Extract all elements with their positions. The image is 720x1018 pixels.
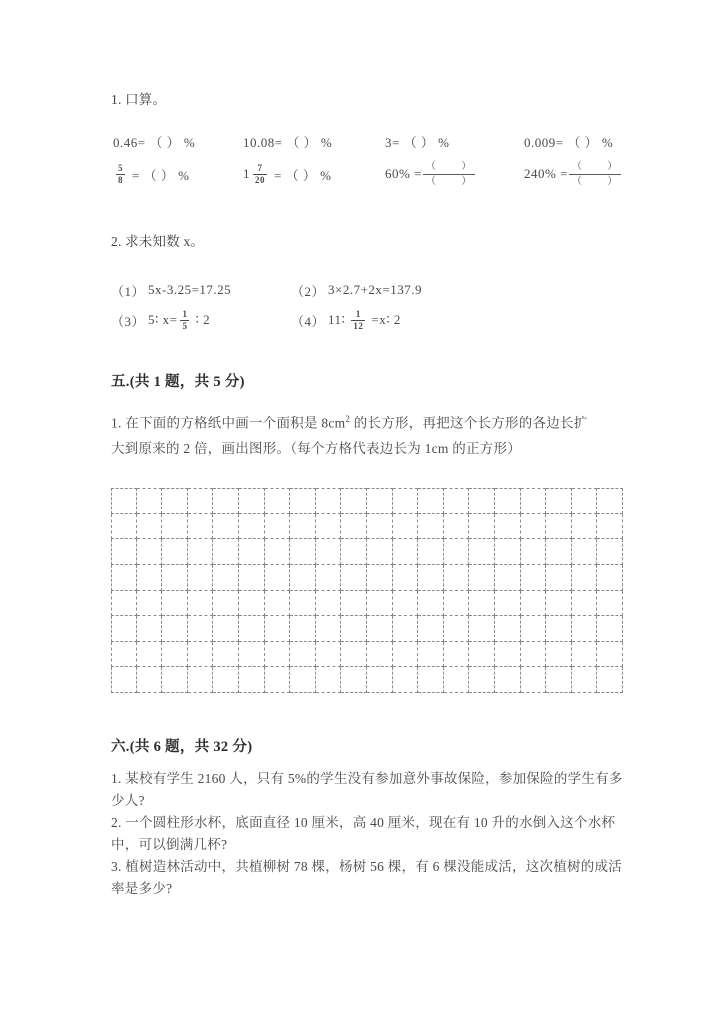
- grid-cell[interactable]: [137, 591, 163, 617]
- grid-cell[interactable]: [469, 514, 495, 540]
- superscript-square: 2: [345, 414, 351, 424]
- blank-fraction-numerator: [423, 162, 475, 174]
- grid-cell[interactable]: [546, 488, 572, 514]
- grid-cell[interactable]: [546, 642, 572, 668]
- blank-fraction-denominator: [423, 174, 475, 187]
- grid-cell[interactable]: [444, 642, 470, 668]
- grid-cell[interactable]: [393, 488, 419, 514]
- grid-paper-area[interactable]: [111, 488, 623, 693]
- grid-cell[interactable]: [367, 591, 393, 617]
- grid-cell[interactable]: [597, 591, 623, 617]
- paren-open: （: [425, 160, 437, 172]
- grid-cell[interactable]: [162, 514, 188, 540]
- grid-cell[interactable]: [341, 616, 367, 642]
- fraction-denominator: 20: [255, 174, 265, 185]
- grid-cell[interactable]: [290, 591, 316, 617]
- grid-cell[interactable]: [111, 642, 137, 668]
- paren-open: （: [571, 175, 583, 187]
- grid-cell[interactable]: [521, 667, 547, 693]
- grid-cell[interactable]: [367, 565, 393, 591]
- grid-cell[interactable]: [495, 616, 521, 642]
- grid-cell[interactable]: [137, 488, 163, 514]
- grid-cell[interactable]: [546, 591, 572, 617]
- section-five-problem-line2: 大到原来的 2 倍，画出图形。（每个方格代表边长为 1cm 的正方形）: [111, 441, 521, 456]
- grid-cell[interactable]: [265, 565, 291, 591]
- unknown-problem-2: [291, 273, 422, 307]
- grid-cell[interactable]: [393, 667, 419, 693]
- grid-cell[interactable]: [597, 642, 623, 668]
- grid-cell[interactable]: [469, 488, 495, 514]
- unknown-heading: 2. 求未知数 x。: [111, 234, 205, 249]
- grid-cell[interactable]: [597, 565, 623, 591]
- grid-cell[interactable]: [137, 514, 163, 540]
- grid-cell[interactable]: [341, 591, 367, 617]
- grid-cell[interactable]: [444, 539, 470, 565]
- grid-cell[interactable]: [418, 514, 444, 540]
- grid-cell[interactable]: [393, 642, 419, 668]
- grid-cell[interactable]: [213, 591, 239, 617]
- grid-cell[interactable]: [341, 539, 367, 565]
- grid-cell[interactable]: [495, 514, 521, 540]
- grid-cell[interactable]: [521, 565, 547, 591]
- unknown-problem-1: [111, 273, 231, 307]
- grid-cell[interactable]: [188, 539, 214, 565]
- oral-calc-item-7-lead: 60% =: [385, 166, 422, 181]
- grid-cell[interactable]: [418, 667, 444, 693]
- blank-fraction-numerator: [569, 162, 621, 174]
- grid-cell[interactable]: [162, 539, 188, 565]
- grid-cell[interactable]: [469, 565, 495, 591]
- grid-cell[interactable]: [495, 591, 521, 617]
- oral-calc-heading: 1. 口算。: [111, 92, 167, 107]
- grid-cell[interactable]: [265, 514, 291, 540]
- grid-cell[interactable]: [111, 667, 137, 693]
- grid-cell[interactable]: [367, 488, 393, 514]
- grid-cell[interactable]: [393, 591, 419, 617]
- grid-cell[interactable]: [572, 616, 598, 642]
- grid-cell[interactable]: [111, 565, 137, 591]
- grid-cell[interactable]: [521, 591, 547, 617]
- grid-cell[interactable]: [162, 591, 188, 617]
- grid-cell[interactable]: [418, 488, 444, 514]
- grid-cell[interactable]: [188, 667, 214, 693]
- grid-cell[interactable]: [265, 642, 291, 668]
- grid-cell[interactable]: [444, 591, 470, 617]
- grid-cell[interactable]: [597, 667, 623, 693]
- blank-fraction: [423, 162, 475, 187]
- grid-cell[interactable]: [239, 591, 265, 617]
- fraction: [351, 310, 365, 331]
- paren-open: （: [571, 160, 583, 172]
- grid-cell[interactable]: [495, 565, 521, 591]
- grid-cell[interactable]: [469, 591, 495, 617]
- grid-cell[interactable]: [290, 514, 316, 540]
- grid-cell[interactable]: [111, 591, 137, 617]
- grid-cell[interactable]: [495, 488, 521, 514]
- grid-cell[interactable]: [188, 591, 214, 617]
- fraction-numerator: 1: [182, 308, 188, 319]
- grid-cell[interactable]: [597, 616, 623, 642]
- section-six-heading: 六.(共 6 题，共 32 分): [111, 739, 253, 755]
- grid-cell[interactable]: [137, 565, 163, 591]
- grid-cell[interactable]: [546, 514, 572, 540]
- grid-cell[interactable]: [213, 488, 239, 514]
- grid-cell[interactable]: [597, 488, 623, 514]
- fraction: [116, 164, 125, 185]
- oral-calc-item-6: [243, 157, 331, 191]
- whole-part: 1: [243, 166, 250, 181]
- problem-post: =x∶ 2: [371, 312, 401, 327]
- grid-cell[interactable]: [316, 565, 342, 591]
- grid-cell[interactable]: [162, 565, 188, 591]
- grid-cell[interactable]: [546, 616, 572, 642]
- grid-cell[interactable]: [546, 667, 572, 693]
- grid-cell[interactable]: [162, 488, 188, 514]
- fraction-denominator: 8: [118, 174, 123, 185]
- blank-fraction: [569, 162, 621, 187]
- problem-label: （1）: [111, 283, 146, 299]
- grid-cell[interactable]: [239, 539, 265, 565]
- grid-cell[interactable]: [495, 642, 521, 668]
- grid-cell[interactable]: [111, 539, 137, 565]
- grid-cell[interactable]: [162, 616, 188, 642]
- grid-cell[interactable]: [111, 616, 137, 642]
- unknown-problem-4: [291, 303, 401, 337]
- grid-cell[interactable]: [572, 514, 598, 540]
- paren-close: ）: [607, 175, 618, 187]
- grid-cell[interactable]: [444, 514, 470, 540]
- section-six-problem-3: 3. 植树造林活动中，共植柳树 78 棵，杨树 56 棵，有 6 棵没能成活，这次植树的成活率是多少?: [111, 859, 622, 896]
- grid-cell[interactable]: [239, 642, 265, 668]
- grid-cell[interactable]: [418, 616, 444, 642]
- problem-body: 5x-3.25=17.25: [148, 282, 232, 297]
- grid-cell[interactable]: [290, 642, 316, 668]
- grid-cell[interactable]: [239, 667, 265, 693]
- oral-calc-item-5: [113, 157, 189, 191]
- section-six-problem-2: 2. 一个圆柱形水杯，底面直径 10 厘米，高 40 厘米，现在有 10 升的水倒入这个水杯中，可以倒满几杯?: [111, 815, 616, 852]
- grid-cell[interactable]: [213, 539, 239, 565]
- fraction: [253, 164, 267, 185]
- grid-cell[interactable]: [572, 591, 598, 617]
- problem-text-part-a: 1. 在下面的方格纸中画一个面积是 8cm: [111, 415, 346, 431]
- grid-cell[interactable]: [265, 539, 291, 565]
- grid-cell[interactable]: [546, 539, 572, 565]
- oral-calc-item-8: [524, 157, 622, 191]
- grid-cell[interactable]: [290, 667, 316, 693]
- oral-calc-row-2: [0, 157, 720, 191]
- unknown-problem-3: [111, 303, 210, 337]
- grid-cell[interactable]: [418, 642, 444, 668]
- grid-cell[interactable]: [162, 667, 188, 693]
- problem-label: （4）: [291, 313, 326, 329]
- grid-cell[interactable]: [367, 642, 393, 668]
- fraction: [180, 310, 189, 331]
- fraction-numerator: 5: [118, 162, 123, 173]
- mixed-number-1-7-20: [243, 164, 270, 185]
- grid-cell[interactable]: [572, 539, 598, 565]
- grid-cell[interactable]: [316, 488, 342, 514]
- grid-cell[interactable]: [316, 667, 342, 693]
- grid-cell[interactable]: [213, 565, 239, 591]
- oral-calc-row-1: [0, 124, 720, 158]
- grid-cell[interactable]: [239, 514, 265, 540]
- grid-cell[interactable]: [521, 514, 547, 540]
- paren-close: ）: [607, 160, 618, 172]
- grid-cell[interactable]: [572, 667, 598, 693]
- problem-label: （3）: [111, 313, 146, 329]
- blank-fraction-denominator: [569, 174, 621, 187]
- grid-cell[interactable]: [418, 565, 444, 591]
- grid-cell[interactable]: [265, 616, 291, 642]
- paren-close: ）: [461, 160, 472, 172]
- fraction-denominator: 12: [353, 320, 364, 331]
- grid-cell[interactable]: [316, 514, 342, 540]
- grid-cell[interactable]: [188, 514, 214, 540]
- fraction-denominator: 5: [182, 320, 188, 331]
- section-five-heading: 五.(共 1 题，共 5 分): [111, 374, 245, 390]
- grid-cell[interactable]: [367, 616, 393, 642]
- grid-cell[interactable]: [188, 642, 214, 668]
- grid-cell[interactable]: [111, 488, 137, 514]
- fraction-numerator: 1: [355, 308, 361, 319]
- grid-cell[interactable]: [137, 667, 163, 693]
- grid-paper[interactable]: [111, 488, 623, 693]
- oral-calc-item-7: [385, 157, 476, 191]
- grid-cell[interactable]: [162, 642, 188, 668]
- grid-cell[interactable]: [239, 565, 265, 591]
- grid-cell[interactable]: [393, 565, 419, 591]
- section-six-problem-1: 1. 某校有学生 2160 人，只有 5%的学生没有参加意外事故保险，参加保险的学生有多少人?: [111, 771, 623, 808]
- grid-cell[interactable]: [239, 488, 265, 514]
- grid-cell[interactable]: [572, 642, 598, 668]
- problem-label: （2）: [291, 283, 326, 299]
- grid-cell[interactable]: [469, 539, 495, 565]
- grid-cell[interactable]: [316, 539, 342, 565]
- grid-cell[interactable]: [572, 565, 598, 591]
- oral-calc-item-5-tail: = （ ） %: [132, 167, 190, 183]
- grid-cell[interactable]: [290, 565, 316, 591]
- problem-pre: 11∶: [328, 312, 346, 327]
- grid-cell[interactable]: [341, 514, 367, 540]
- grid-cell[interactable]: [393, 616, 419, 642]
- grid-cell[interactable]: [521, 616, 547, 642]
- grid-cell[interactable]: [444, 667, 470, 693]
- paren-open: （: [425, 175, 437, 187]
- grid-cell[interactable]: [290, 488, 316, 514]
- grid-cell[interactable]: [521, 642, 547, 668]
- grid-cell[interactable]: [546, 565, 572, 591]
- oral-calc-item-8-lead: 240% =: [524, 166, 568, 181]
- problem-body: 3×2.7+2x=137.9: [328, 282, 423, 297]
- grid-cell[interactable]: [469, 667, 495, 693]
- problem-text-part-b: 的长方形，再把这个长方形的各边长扩: [350, 415, 588, 431]
- grid-cell[interactable]: [239, 616, 265, 642]
- grid-cell[interactable]: [316, 616, 342, 642]
- grid-cell[interactable]: [444, 565, 470, 591]
- grid-cell[interactable]: [265, 667, 291, 693]
- grid-cell[interactable]: [367, 539, 393, 565]
- grid-cell[interactable]: [213, 514, 239, 540]
- grid-cell[interactable]: [418, 591, 444, 617]
- grid-cell[interactable]: [495, 539, 521, 565]
- problem-pre: 5∶ x=: [148, 312, 178, 327]
- grid-cell[interactable]: [290, 539, 316, 565]
- grid-cell[interactable]: [341, 642, 367, 668]
- grid-cell[interactable]: [341, 488, 367, 514]
- grid-cell[interactable]: [265, 488, 291, 514]
- grid-cell[interactable]: [393, 539, 419, 565]
- grid-cell[interactable]: [521, 539, 547, 565]
- oral-calc-item-6-tail: = （ ） %: [274, 167, 332, 183]
- grid-cell[interactable]: [213, 642, 239, 668]
- fraction-numerator: 7: [257, 162, 263, 173]
- grid-cell[interactable]: [572, 488, 598, 514]
- grid-cell[interactable]: [188, 488, 214, 514]
- grid-cell[interactable]: [137, 539, 163, 565]
- oral-calc-item-1: 0.46= （ ） %: [113, 134, 196, 150]
- mixed-number-5-8: [113, 164, 128, 185]
- grid-cell[interactable]: [469, 642, 495, 668]
- grid-cell[interactable]: [137, 642, 163, 668]
- grid-cell[interactable]: [444, 616, 470, 642]
- problem-post: ∶ 2: [195, 312, 211, 327]
- grid-cell[interactable]: [316, 591, 342, 617]
- oral-calc-item-2: 10.08= （ ） %: [243, 134, 333, 150]
- grid-cell[interactable]: [341, 565, 367, 591]
- grid-cell[interactable]: [495, 667, 521, 693]
- paren-close: ）: [461, 175, 472, 187]
- grid-cell[interactable]: [367, 514, 393, 540]
- grid-cell[interactable]: [213, 616, 239, 642]
- grid-cell[interactable]: [188, 616, 214, 642]
- grid-cell[interactable]: [137, 616, 163, 642]
- grid-cell[interactable]: [367, 667, 393, 693]
- grid-cell[interactable]: [290, 616, 316, 642]
- grid-cell[interactable]: [265, 591, 291, 617]
- grid-cell[interactable]: [393, 514, 419, 540]
- grid-cell[interactable]: [597, 514, 623, 540]
- grid-cell[interactable]: [469, 616, 495, 642]
- oral-calc-item-4: 0.009= （ ） %: [524, 134, 614, 150]
- grid-cell[interactable]: [188, 565, 214, 591]
- grid-cell[interactable]: [597, 539, 623, 565]
- grid-cell[interactable]: [444, 488, 470, 514]
- grid-cell[interactable]: [418, 539, 444, 565]
- oral-calc-item-3: 3= （ ） %: [385, 134, 450, 150]
- grid-cell[interactable]: [316, 642, 342, 668]
- grid-cell[interactable]: [213, 667, 239, 693]
- grid-cell[interactable]: [341, 667, 367, 693]
- grid-cell[interactable]: [521, 488, 547, 514]
- grid-cell[interactable]: [111, 514, 137, 540]
